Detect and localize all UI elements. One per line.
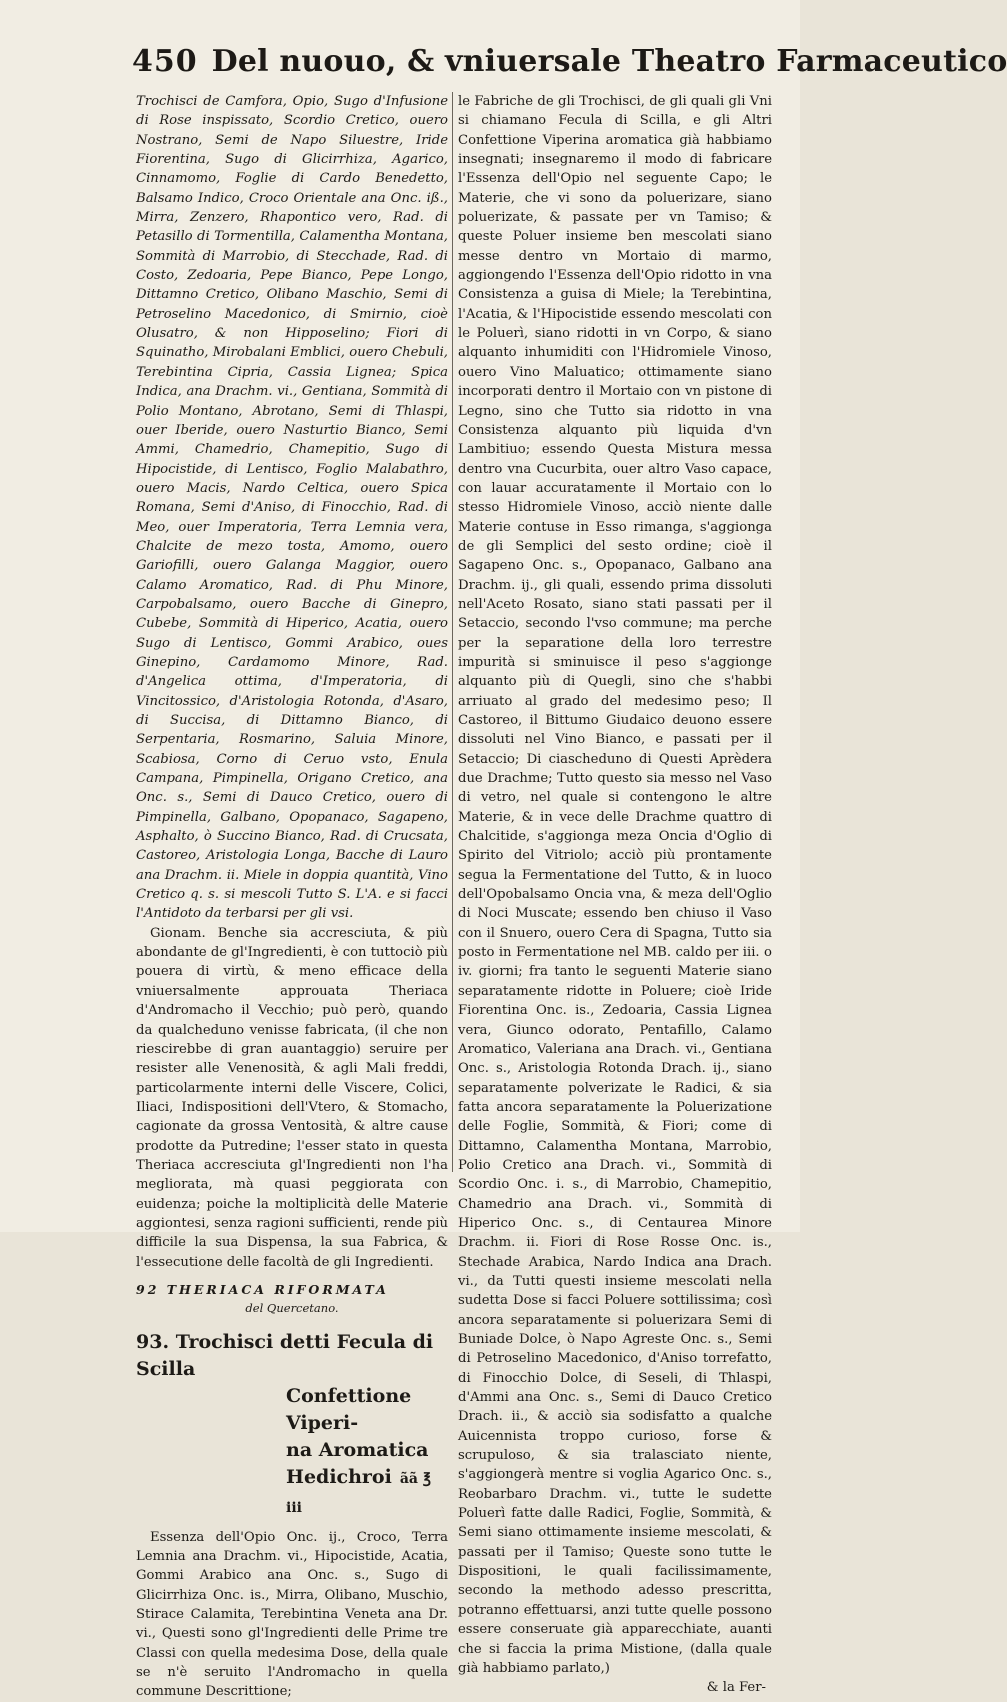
section-subheading: del Quercetano. <box>245 1301 339 1316</box>
commentary-paragraph: Gionam. Benche sia accresciuta, & più abondante de gl'Ingredienti, è con tuttociò più pouera di virtù, & meno efficace della vniuersalmente approuata Theriaca d'Andromacho il Vecchio; può però, quando da qualcheduno venisse fabricata, (il che non riescirebbe di gran auantaggio) seruire per resister alle Venenosità, & agli Mali freddi, particolarmente interni delle Viscere, Colici, Iliaci, Indispositioni dell'Vtero, & Stomacho, cagionate da grossa Ventosità, & altre cause prodotte da Putredine; l'esser stato in questa Theriaca accresciuta gl'Ingredienti non l'ha megliorata, mà quasi peggiorata con euidenza; poiche la moltiplicità delle Materie aggiontesi, senza ragioni sufficienti, rende più difficile la sua Dispensa, la sua Fabrica, & l'essecutione delle facoltà de gli Ingredienti. <box>136 925 448 1270</box>
page-number: 450 <box>132 44 198 79</box>
section-heading: 92 THERIACA RIFORMATA <box>136 1281 389 1297</box>
right-column <box>458 92 772 1698</box>
recipe-paragraph: Essenza dell'Opio Onc. ij., Croco, Terra Lemnia ana Drachm. vi., Hipocistide, Acatia, Gommi Arabico ana Onc. s., Sugo di Glicirrhiza Onc. is., Mirra, Olibano, Muschio, Stirace Calamita, Terebintina Veneta ana Dr. vi., Questi sono gl'Ingredienti delle Prime tre Classi con quella medesima Dose, della quale se n'è seruito l'Andromacho in quella commune Descrittione; <box>136 1529 448 1700</box>
recipe-heading-line-3: na Aromatica <box>286 1438 429 1461</box>
left-column <box>136 92 448 1702</box>
page-header <box>132 44 1007 84</box>
ingredient-list-paragraph: Trochisci de Camfora, Opio, Sugo d'Infusione di Rose inspissato, Scordio Cretico, ouero Nostrano, Semi de Napo Siluestre, Iride Fiorentina, Sugo di Glicirrhiza, Agarico, Cinnamomo, Foglie di Cardo Benedetto, Balsamo Indico, Croco Orientale ana Onc. iß., Mirra, Zenzero, Rhapontico vero, Rad. di Petasillo di Tormentilla, Calamentha Montana, Sommità di Marrobio, di Stecchade, Rad. di Costo, Zedoaria, Pepe Bianco, Pepe Longo, Dittamno Cretico, Olibano Maschio, Semi di Petroselino Macedonico, di Smirnio, cioè Olusatro, & non Hipposelino; Fiori di Squinatho, Mirobalani Emblici, ouero Chebuli, Terebintina Cipria, Cassia Lignea; Spica Indica, ana Drachm. vi., Gentiana, Sommità di Polio Montano, Abrotano, Semi di Thlaspi, ouer Iberide, ouero Nasturtio Bianco, Semi Ammi, Chamedrio, Chamepitio, Sugo di Hipocistide, di Lentisco, Foglio Malabathro, ouero Macis, Nardo Celtica, ouero Spica Romana, Semi d'Aniso, di Finocchio, Rad. di Meo, ouer Imperatoria, Terra Lemnia vera, Chalcite de mezo tosta, Amomo, ouero Gariofilli, ouero Galanga Maggior, ouero Calamo Aromatico, Rad. di Phu Minore, Carpobalsamo, ouero Bacche di Ginepro, Cubebe, Sommità di Hiperico, Acatia, ouero Sugo di Lentisco, Gommi Arabico, oues Ginepino, Cardamomo Minore, Rad. d'Angelica ottima, d'Imperatoria, di Vincitossico, d'Aristologia Rotonda, d'Asaro, di Succisa, di Dittamno Bianco, di Serpentaria, Rosmarino, Saluia Minore, Scabiosa, Corno di Ceruo vsto, Enula Campana, Pimpinella, Origano Cretico, ana Onc. s., Semi di Dauco Cretico, ouero di Pimpinella, Galbano, Opopanaco, Sagapeno, Asphalto, ò Succino Bianco, Rad. di Crucsata, Castoreo, Aristologia Longa, Bacche di Lauro ana Drachm. ii. Miele in doppia quantità, Vino Cretico q. s. si mescoli Tutto S. L'A. e si facci l'Antidoto da terbarsi per gli vsi. <box>136 94 448 922</box>
recipe-heading-line-2: Confettione Viperi- <box>286 1384 412 1434</box>
recipe-dose: ãã ℥ iii <box>286 1470 431 1516</box>
preparation-text: le Fabriche de gli Trochisci, de gli quali gli Vni si chiamano Fecula di Scilla, e gli Altri Confettione Viperina aromatica già habbiamo insegnati; insegnaremo il modo di fabricare l'Essenza dell'Opio nel seguente Capo; le Materie, che vi sono da poluerizare, siano poluerizate, & passate per vn Tamiso; & queste Poluer insieme ben mescolati siano messe dentro vn Mortaio di marmo, aggiongendo l'Essenza dell'Opio ridotto in vna Consistenza a guisa di Miele; la Terebintina, l'Acatia, & l'Hipocistide essendo mescolati con le Poluerì, siano ridotti in vn Corpo, & siano alquanto inhumiditi con l'Hidromiele Vinoso, ouero Vino Maluatico; ottimamente siano incorporati dentro il Mortaio con vn pistone di Legno, sino che Tutto sia ridotto in vna Consistenza alquanto più liquida d'vn Lambitiuo; essendo Questa Mistura messa dentro vna Cucurbita, ouer altro Vaso capace, con lauar accuratamente il Mortaio con lo stesso Hidromiele Vinoso, acciò niente dalle Materie contuse in Esso rimanga, s'aggionga de gli Semplici del sesto ordine; cioè il Sagapeno Onc. s., Opopanaco, Galbano ana Drachm. ij., gli quali, essendo prima dissoluti nell'Aceto Rosato, siano stati passati per il Setaccio, secondo l'vso commune; ma perche per la separatione della loro terrestre impurità si sminuisce il peso s'aggionge alquanto più di Quegli, sino che s'habbi arriuato al grado del medesimo peso; Il Castoreo, il Bittumo Giudaico deuono essere dissoluti nel Vino Bianco, e passati per il Setaccio; Di ciascheduno di Questi Aprèdera due Drachme; Tutto questo sia messo nel Vaso di vetro, nel quale si contengono le altre Materie, & in vece delle Drachme quattro di Chalcitide, s'aggionga meza Oncia d'Oglio di Spirito del Vitriolo; acciò più prontamente segua la Fermentatione del Tutto, & in luoco dell'Opobalsamo Oncia vna, & meza dell'Oglio di Noci Muscate; essendo ben chiuso il Vaso con il Snuero, ouero Cera di Spagna, Tutto sia posto in Fermentatione nel MB. caldo per iii. o iv. giorni; fra tanto le seguenti Materie siano separatamente ridotte in Poluere; cioè Iride Fiorentina Onc. is., Zedoaria, Cassia Lignea vera, Giunco odorato, Pentafillo, Calamo Aromatico, Valeriana ana Drach. vi., Gentiana Onc. s., Aristologia Rotonda Drach. ij., siano separatamente polverizate le Radici, & sia fatta ancora separatamente la Poluerizatione delle Foglie, Sommità, & Fiori; come di Dittamno, Calamentha Montana, Marrobio, Polio Cretico ana Drach. vi., Sommità di Scordio Onc. i. s., di Marrobio, Chamepitio, Chamedrio ana Drach. vi., Sommità di Hiperico Onc. s., di Centaurea Minore Drachm. ii. Fiori di Rose Rosse Onc. is., Stechade Arabica, Nardo Indica ana Drach. vi., da Tutti questi insieme mescolati nella sudetta Dose si facci Poluere sottilissima; così ancora separatamente si poluerizara Semi di Buniade Dolce, ò Napo Agreste Onc. s., Semi di Petroselino Macedonico, d'Aniso torrefatto, di Finocchio Dolce, di Seseli, di Thlaspi, d'Ammi ana Onc. s., Semi di Dauco Cretico Drach. ii., & acciò sia sodisfatto a qualche Auicennista troppo curioso, forse & scrupuloso, & sia tralasciato niente, s'aggiongerà mentre si voglia Agarico Onc. s., Reobarbaro Drachm. vi., tutte le sudette Poluerì fatte dalle Radici, Foglie, Sommità, & Semi siano ottimamente insieme mescolati, & passati per il Tamiso; Queste sono tutte le Dispositioni, le quali facilissimamente, secondo la methodo adesso prescritta, potranno effettuarsi, anzi tutte quelle possono essere conseruate già apparecchiate, auanti che si faccia la prima Mistione, (dalla quale già habbiamo parlato,) <box>458 94 772 1676</box>
section-heading-block <box>136 1280 448 1319</box>
recipe-heading-line-4: Hedichroi ãã ℥ iii <box>286 1465 431 1516</box>
running-title: Del nuouo, & vniuersale Theatro Farmaceutico <box>211 44 1007 79</box>
catchword: & la Fer- <box>706 1680 766 1696</box>
recipe-heading-number: 93. <box>136 1330 170 1353</box>
recipe-heading <box>136 1329 448 1522</box>
recipe-heading-line-1: 93. Trochisci detti Fecula di Scilla <box>136 1330 434 1380</box>
column-divider <box>452 92 453 1172</box>
